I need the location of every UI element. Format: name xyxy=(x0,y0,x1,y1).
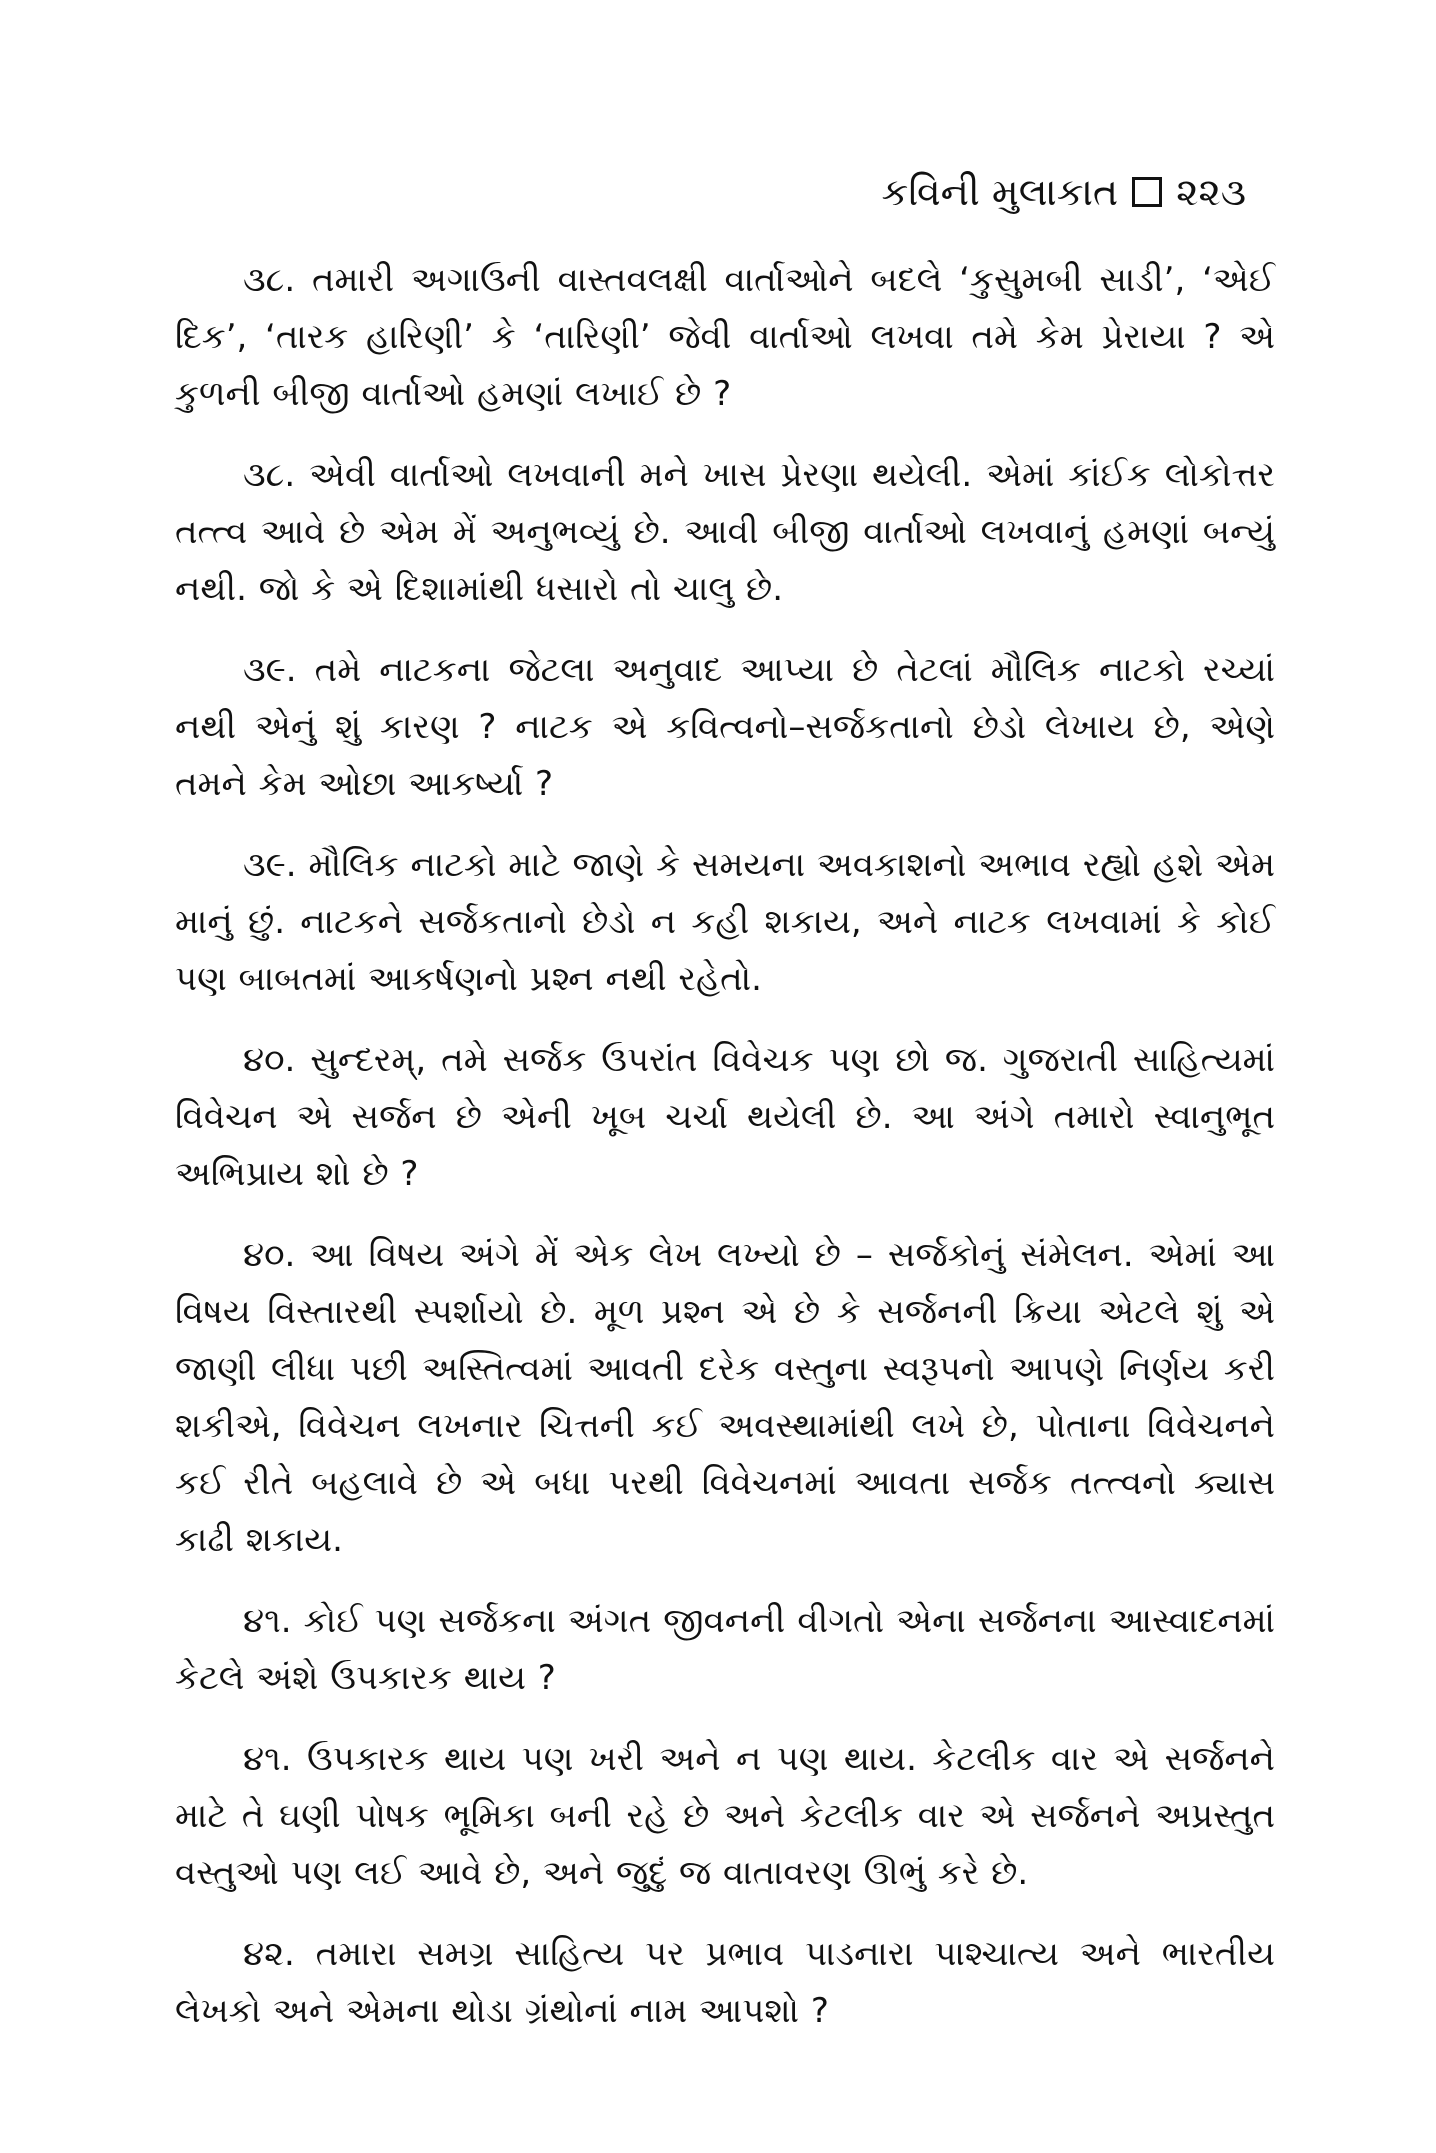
question-38: ૩૮. તમારી અગાઉની વાસ્તવલક્ષી વાર્તાઓને બદલે ‘કુસુમબી સાડી’, ‘એઈ દિક’, ‘તારક હારિણી’ કે ‘તારિણી’ જેવી વાર્તાઓ લખવા તમે કેમ પ્રેરાયા ? એ કુળની બીજી વાર્તાઓ હમણાં લખાઈ છે ? xyxy=(175,260,1275,414)
running-header-title: કવિની મુલાકાત xyxy=(881,170,1119,214)
question-41: ૪૧. કોઈ પણ સર્જકના અંગત જીવનની વીગતો એના સર્જનના આસ્વાદનમાં કેટલે અંશે ઉપકારક થાય ? xyxy=(175,1601,1275,1698)
page-number: ૨૨૩ xyxy=(1176,170,1246,214)
question-42: ૪૨. તમારા સમગ્ર સાહિત્ય પર પ્રભાવ પાડનારા પાશ્ચાત્ય અને ભારતીય લેખકો અને એમના થોડા ગ્રંથોનાં નામ આપશો ? xyxy=(175,1934,1275,2031)
header-box-ornament xyxy=(1132,177,1162,207)
question-39: ૩૯. તમે નાટકના જેટલા અનુવાદ આપ્યા છે તેટલાં મૌલિક નાટકો રચ્યાં નથી એનું શું કારણ ? નાટક એ કવિત્વનો–સર્જકતાનો છેડો લેખાય છે, એણે તમને કેમ ઓછા આકર્ષ્યા ? xyxy=(175,650,1275,804)
answer-38: ૩૮. એવી વાર્તાઓ લખવાની મને ખાસ પ્રેરણા થયેલી. એમાં કાંઈક લોકોત્તર તત્ત્વ આવે છે એમ મેં અનુભવ્યું છે. આવી બીજી વાર્તાઓ લખવાનું હમણાં બન્યું નથી. જો કે એ દિશામાંથી ધસારો તો ચાલુ છે. xyxy=(175,455,1275,609)
page-body xyxy=(175,252,1275,2064)
answer-40: ૪૦. આ વિષય અંગે મેં એક લેખ લખ્યો છે – સર્જકોનું સંમેલન. એમાં આ વિષય વિસ્તારથી સ્પર્શાયો છે. મૂળ પ્રશ્ન એ છે કે સર્જનની ક્રિયા એટલે શું એ જાણી લીધા પછી અસ્તિત્વમાં આવતી દરેક વસ્તુના સ્વરૂપનો આપણે નિર્ણય કરી શકીએ, વિવેચન લખનાર ચિત્તની કઈ અવસ્થામાંથી લખે છે, પોતાના વિવેચનને કઈ રીતે બહલાવે છે એ બધા પરથી વિવેચનમાં આવતા સર્જક તત્ત્વનો ક્યાસ કાઢી શકાય. xyxy=(175,1235,1275,1560)
answer-39: ૩૯. મૌલિક નાટકો માટે જાણે કે સમયના અવકાશનો અભાવ રહ્યો હશે એમ માનું છું. નાટકને સર્જકતાનો છેડો ન કહી શકાય, અને નાટક લખવામાં કે કોઈ પણ બાબતમાં આકર્ષણનો પ્રશ્ન નથી રહેતો. xyxy=(175,845,1275,999)
question-40: ૪૦. સુન્દરમ્, તમે સર્જક ઉપરાંત વિવેચક પણ છો જ. ગુજરાતી સાહિત્યમાં વિવેચન એ સર્જન છે એની ખૂબ ચર્ચા થયેલી છે. આ અંગે તમારો સ્વાનુભૂત અભિપ્રાય શો છે ? xyxy=(175,1040,1275,1194)
answer-41: ૪૧. ઉપકારક થાય પણ ખરી અને ન પણ થાય. કેટલીક વાર એ સર્જનને માટે તે ઘણી પોષક ભૂમિકા બની રહે છે અને કેટલીક વાર એ સર્જનને અપ્રસ્તુત વસ્તુઓ પણ લઈ આવે છે, અને જુદું જ વાતાવરણ ઊભું કરે છે. xyxy=(175,1739,1275,1893)
running-header xyxy=(882,168,1246,216)
